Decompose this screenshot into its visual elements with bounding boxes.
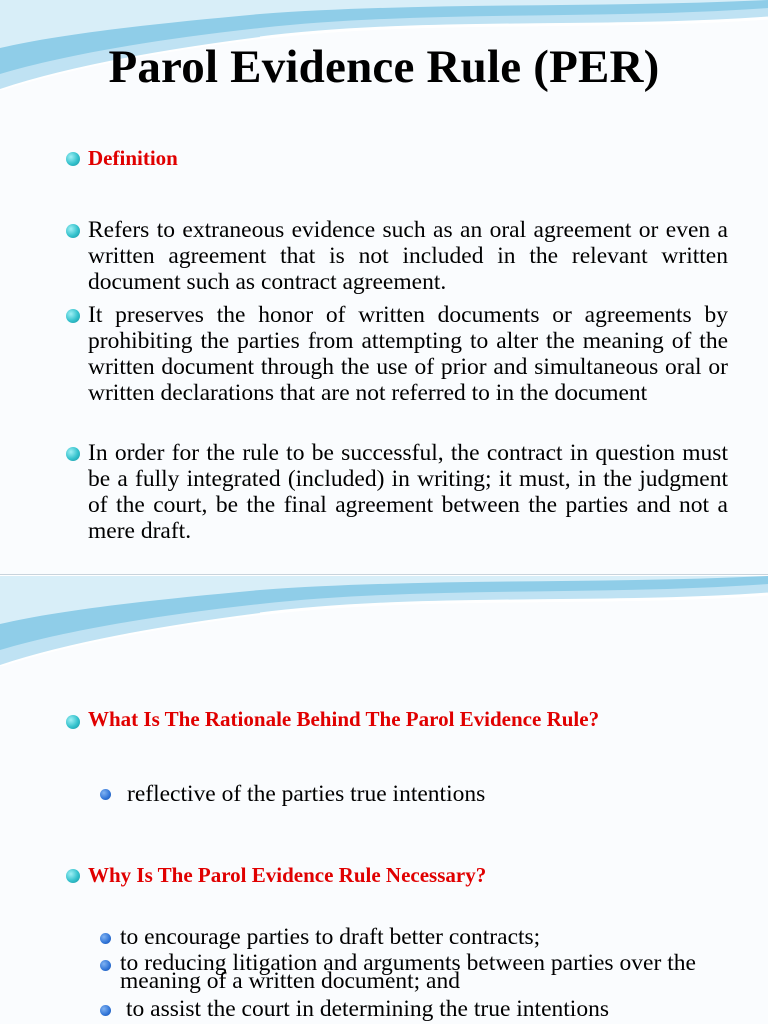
bullet-dot-icon xyxy=(100,789,111,800)
header-wave-decoration xyxy=(0,576,768,666)
bullet-text: In order for the rule to be successful, the contract in question must be a fully integrated (included) in writing; it must, in the judgment of the court, be the final agreement between the parties and not a mere draft. xyxy=(88,440,728,544)
necessity-question: Why Is The Parol Evidence Rule Necessary? xyxy=(88,863,487,887)
bullet-text: to encourage parties to draft better contracts; xyxy=(120,924,541,950)
bullet-dot-icon xyxy=(100,960,111,971)
bullet-text: It preserves the honor of written documents or agreements by prohibiting the parties from attempting to alter the meaning of the written document through the use of prior and simultaneous oral or written declarations that are not referred to in the document xyxy=(88,302,728,406)
bullet-dot-icon xyxy=(100,933,111,944)
bullet-text: to reducing litigation and arguments between parties over the meaning of a written document; and xyxy=(120,950,696,994)
bullet-text: to assist the court in determining the true intentions xyxy=(126,996,609,1022)
bullet-dot-icon xyxy=(100,1005,111,1016)
bullet-dot-icon xyxy=(66,869,80,883)
slide-title: Parol Evidence Rule (PER) xyxy=(108,41,660,93)
bullet-dot-icon xyxy=(66,447,80,461)
bullet-dot-icon xyxy=(66,152,80,166)
slide-2 xyxy=(0,576,768,1024)
bullet-text: reflective of the parties true intentions xyxy=(127,781,486,807)
bullet-text: Refers to extraneous evidence such as an oral agreement or even a written agreement that is not included in the relevant written document such as contract agreement. xyxy=(88,217,728,295)
bullet-dot-icon xyxy=(66,224,80,238)
bullet-dot-icon xyxy=(66,309,80,323)
bullet-dot-icon xyxy=(66,715,80,729)
definition-heading: Definition xyxy=(88,146,178,170)
rationale-question: What Is The Rationale Behind The Parol Evidence Rule? xyxy=(88,707,600,731)
